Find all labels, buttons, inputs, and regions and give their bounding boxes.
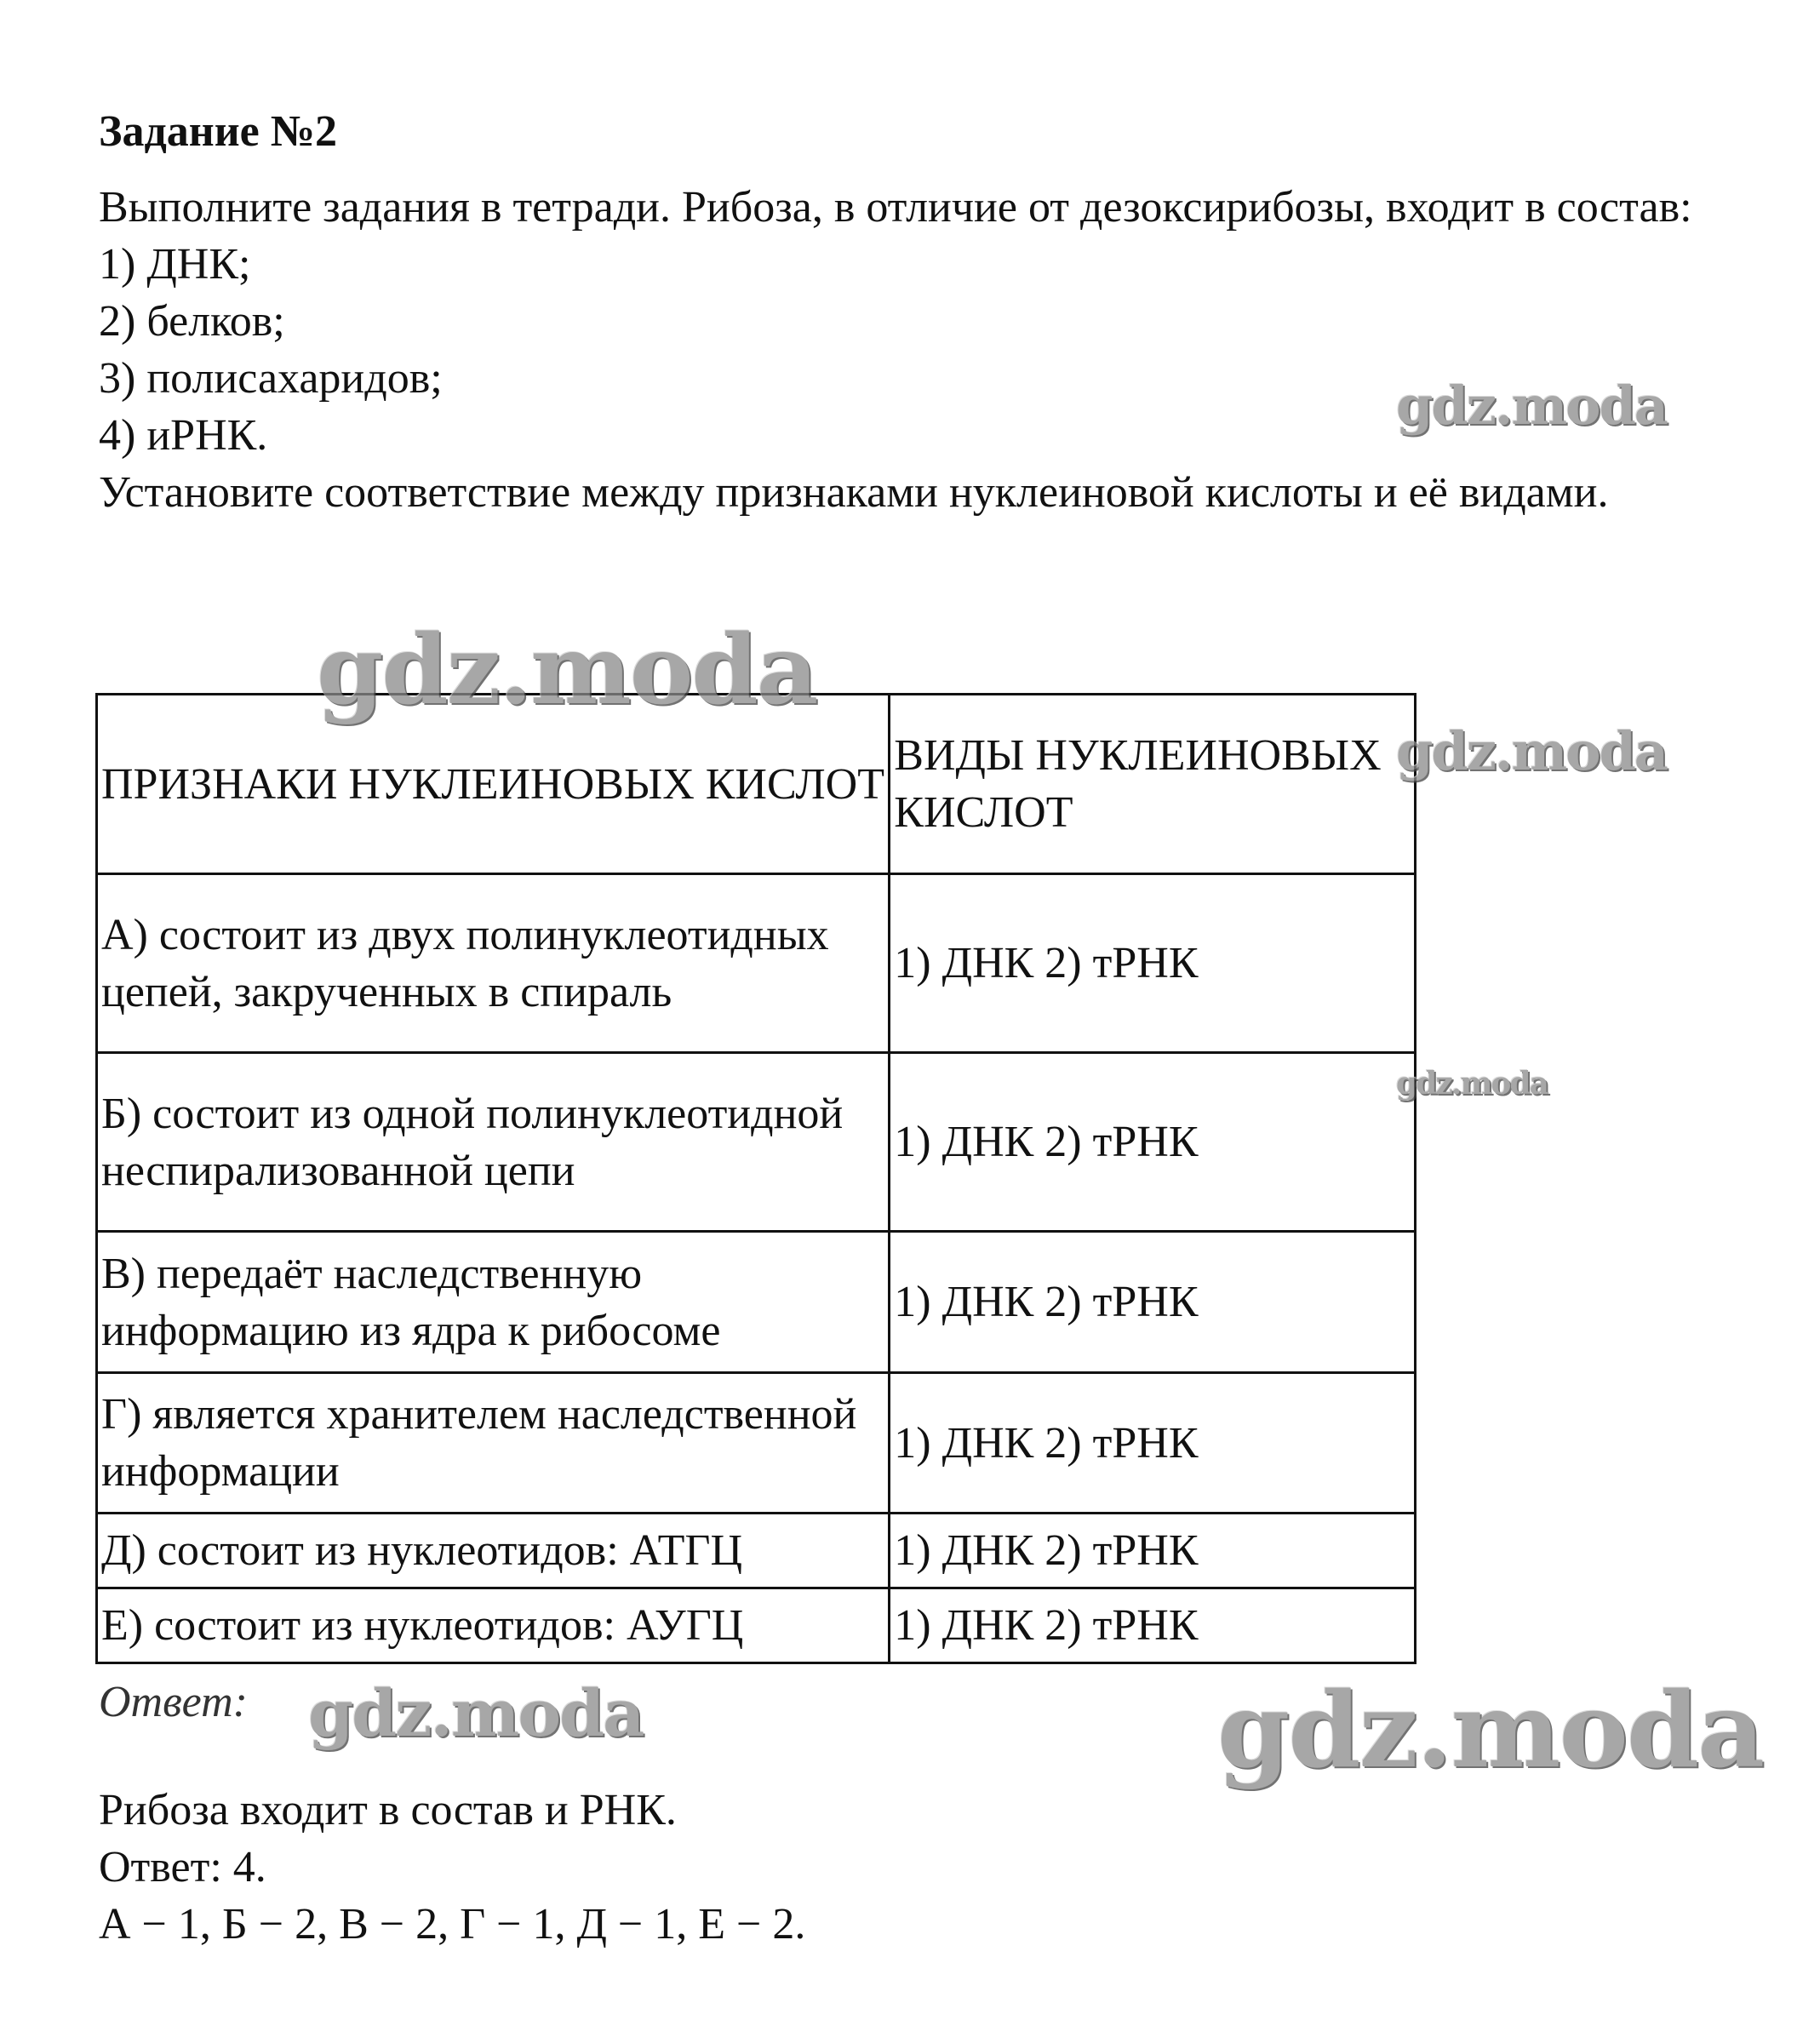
answer-line-1: Рибоза входит в состав и РНК.	[99, 1786, 677, 1834]
answer-label: Ответ:	[99, 1678, 248, 1726]
answer-line-2: Ответ: 4.	[99, 1843, 266, 1891]
kinds-cell: 1) ДНК 2) тРНК	[890, 874, 1416, 1053]
matching-table	[95, 693, 1417, 1664]
kinds-cell: 1) ДНК 2) тРНК	[890, 1373, 1416, 1514]
table-row	[97, 1514, 1416, 1588]
feature-cell: А) состоит из двух полинуклеотидных цепей, закрученных в спираль	[97, 874, 890, 1053]
watermark: gdz.moda	[317, 615, 817, 726]
kinds-cell: 1) ДНК 2) тРНК	[890, 1588, 1416, 1663]
feature-cell: Д) состоит из нуклеотидов: АТГЦ	[97, 1514, 890, 1588]
table-row	[97, 1053, 1416, 1232]
header-kinds: ВИДЫ НУКЛЕИНОВЫХ КИСЛОТ	[890, 695, 1416, 874]
question-intro: Выполните задания в тетради. Рибоза, в отличие от дезоксирибозы, входит в состав:	[99, 183, 1692, 232]
feature-cell: Е) состоит из нуклеотидов: АУГЦ	[97, 1588, 890, 1663]
feature-cell: Б) состоит из одной полинуклеотидной неспирализованной цепи	[97, 1053, 890, 1232]
task-title: Задание №2	[99, 107, 338, 156]
watermark: gdz.moda	[1396, 1066, 1548, 1102]
match-instruction: Установите соответствие между признаками нуклеиновой кислоты и её видами.	[99, 468, 1609, 517]
table-row	[97, 1588, 1416, 1663]
answer-line-3: А − 1, Б − 2, В − 2, Г − 1, Д − 1, Е − 2.	[99, 1900, 806, 1949]
table-row	[97, 1373, 1416, 1514]
option-3: 3) полисахаридов;	[99, 354, 443, 403]
kinds-cell: 1) ДНК 2) тРНК	[890, 1514, 1416, 1588]
watermark: gdz.moda	[308, 1675, 644, 1751]
table-row	[97, 1232, 1416, 1373]
watermark: gdz.moda	[1396, 720, 1667, 782]
watermark: gdz.moda	[1217, 1668, 1764, 1791]
watermark: gdz.moda	[1396, 375, 1667, 437]
feature-cell: В) передаёт наследственную информацию из ядра к рибосоме	[97, 1232, 890, 1373]
header-features: ПРИЗНАКИ НУКЛЕИНОВЫХ КИСЛОТ	[97, 695, 890, 874]
table-row	[97, 874, 1416, 1053]
task-content	[99, 94, 1759, 521]
option-4: 4) иРНК.	[99, 411, 268, 460]
kinds-cell: 1) ДНК 2) тРНК	[890, 1053, 1416, 1232]
kinds-cell: 1) ДНК 2) тРНК	[890, 1232, 1416, 1373]
feature-cell: Г) является хранителем наследственной информации	[97, 1373, 890, 1514]
option-1: 1) ДНК;	[99, 240, 251, 289]
option-2: 2) белков;	[99, 297, 285, 346]
